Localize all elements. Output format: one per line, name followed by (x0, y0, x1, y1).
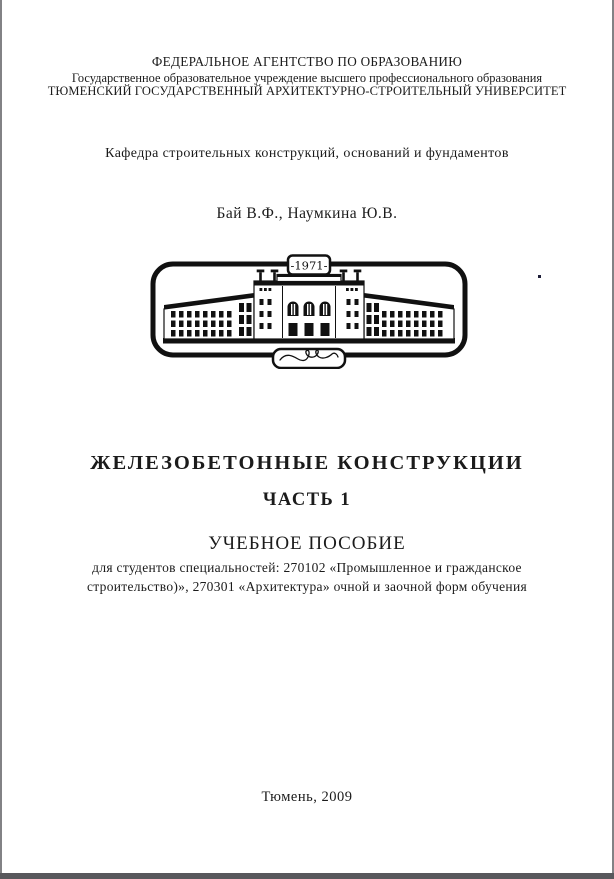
university-name-line: ТЮМЕНСКИЙ ГОСУДАРСТВЕННЫЙ АРХИТЕКТУРНО-СТРОИТЕЛЬНЫЙ УНИВЕРСИТЕТ (47, 84, 567, 98)
book-subtitle: УЧЕБНОЕ ПОСОБИЕ (208, 533, 406, 554)
scan-edge-bottom (0, 873, 614, 879)
department-line: Кафедра строительных конструкций, оснований и фундаментов (105, 146, 509, 161)
emblem-year-cartouche (288, 256, 330, 275)
institution-type-line: Государственное образовательное учреждение высшего профессионального образования (71, 71, 543, 85)
audience-note (0, 558, 614, 596)
scan-speck (538, 275, 541, 278)
university-emblem (149, 253, 469, 369)
audience-line-1: для студентов специальностей: 270102 «Промышленное и гражданское (92, 560, 522, 575)
calligraphic-flourish-icon (273, 349, 345, 368)
audience-line-2: строительство)», 270301 «Архитектура» очной и заочной форм обучения (86, 579, 527, 594)
emblem-year: -1971- (290, 258, 328, 273)
university-emblem-graphic (149, 253, 469, 369)
scan-edge-left (0, 0, 2, 879)
book-title: ЖЕЛЕЗОБЕТОННЫЕ КОНСТРУКЦИИ (90, 452, 524, 474)
agency-line: ФЕДЕРАЛЬНОЕ АГЕНТСТВО ПО ОБРАЗОВАНИЮ (151, 54, 463, 69)
book-part: ЧАСТЬ 1 (262, 490, 352, 510)
imprint-line: Тюмень, 2009 (261, 789, 353, 805)
authors-line: Бай В.Ф., Наумкина Ю.В. (216, 205, 398, 222)
